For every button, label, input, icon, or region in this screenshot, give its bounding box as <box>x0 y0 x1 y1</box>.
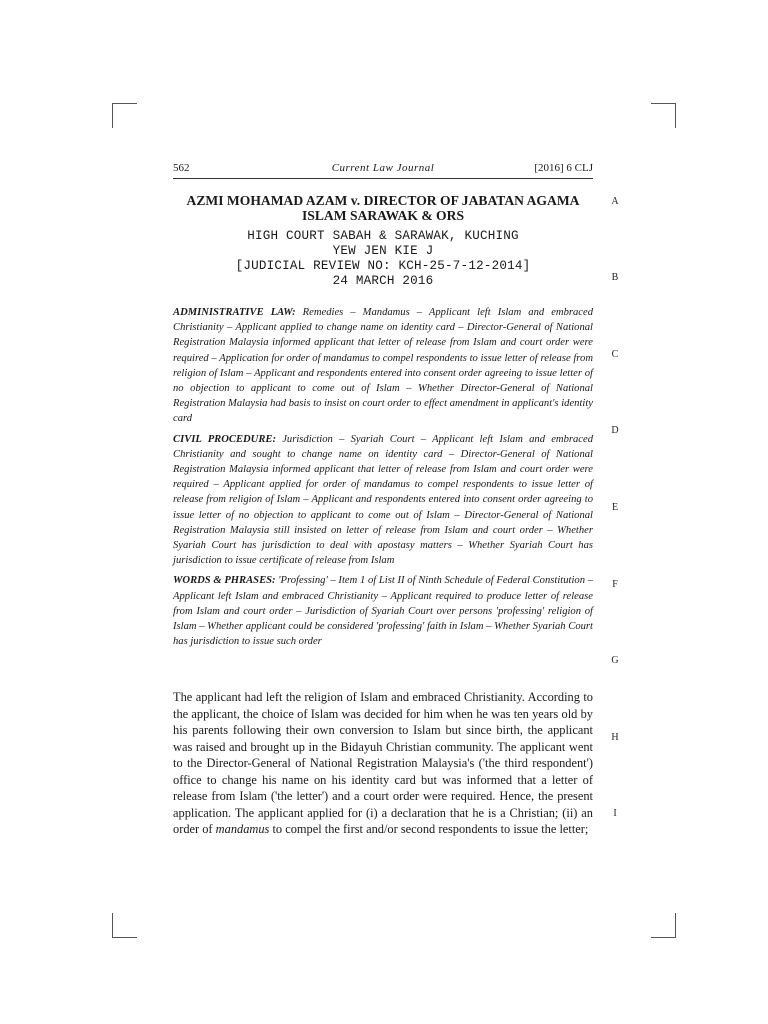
judge-name: YEW JEN KIE J <box>332 244 434 258</box>
margin-letter: E <box>611 502 619 513</box>
margin-letter: C <box>611 349 619 360</box>
margin-letter: A <box>611 196 619 207</box>
crop-mark <box>651 937 676 938</box>
case-title: AZMI MOHAMAD AZAM v. DIRECTOR OF JABATAN AGAMA ISLAM SARAWAK & ORS <box>186 193 580 223</box>
catchword-heading: WORDS & PHRASES: <box>173 575 276 587</box>
judgment-date: 24 MARCH 2016 <box>332 274 434 288</box>
emphasis-mandamus: mandamus <box>215 822 270 836</box>
case-number: [JUDICIAL REVIEW NO: KCH-25-7-12-2014] <box>235 259 531 273</box>
court-name: HIGH COURT SABAH & SARAWAK, KUCHING <box>247 229 519 243</box>
margin-letter: H <box>611 732 619 743</box>
margin-letter: G <box>611 655 619 666</box>
catchword-heading: CIVIL PROCEDURE: <box>173 433 276 445</box>
crop-mark <box>112 913 113 938</box>
journal-name: Current Law Journal <box>331 162 435 174</box>
margin-letter: F <box>612 579 618 590</box>
catchword-heading: ADMINISTRATIVE LAW: <box>173 307 296 318</box>
crop-mark <box>675 913 676 938</box>
running-header <box>173 162 593 179</box>
headnote-paragraph: The applicant had left the religion of Islam and embraced Christianity. According to the applicant, the choice of Islam was decided for him when he was ten years old by his parents following their own conversion to Islam but since birth, the applicant was raised and brought up in the Bidayuh Christian community. The applicant went to the Director-General of National Registration Malaysia's ('the third respondent') office to change his name on his identity card but was informed that a letter of release from Islam ('the letter') and a court order were required. Hence, the present application. The applicant applied for (i) a declaration that he is a Christian; (ii) an order of mandamus to compel the first and/or second respondents to issue the letter; <box>173 690 593 836</box>
catchword-text: 'Professing' – Item 1 of List II of Ninth Schedule of Federal Constitution – Applicant left Islam and embraced Christianity – Applicant required to produce letter of release from Islam and court order – Jurisdiction of Syariah Court over persons 'professing' religion of Islam – Whether applicant could be considered 'professing' faith in Islam – Whether Syariah Court has jurisdiction to issue such order <box>173 575 594 648</box>
margin-letter: D <box>611 425 619 436</box>
citation: [2016] 6 CLJ <box>534 162 593 174</box>
crop-mark <box>651 103 676 104</box>
margin-letter: B <box>611 272 619 283</box>
page-number: 562 <box>173 162 190 174</box>
catchwords <box>173 305 593 654</box>
crop-mark <box>112 103 113 128</box>
catchword-paragraph <box>173 305 593 427</box>
catchword-paragraph <box>173 432 593 569</box>
crop-mark <box>675 103 676 128</box>
margin-letter: I <box>613 808 617 819</box>
crop-mark <box>112 937 137 938</box>
catchword-text: Remedies – Mandamus – Applicant left Islam and embraced Christianity – Applicant applied to change name on identity card – Director-General of National Registration Malaysia informed applicant that letter of release from Islam and court order were required – Application for order of mandamus to compel respondents to issue letter of release from religion of Islam – Applicant and respondents entered into consent order agreeing to issue letter of no objection to applicant to come out of Islam – Whether Director-General of National Registration Malaysia had basis to insist on court order to effect amendment in applicant's identity card <box>173 307 593 425</box>
case-meta <box>173 229 593 289</box>
catchword-text: Jurisdiction – Syariah Court – Applicant left Islam and embraced Christianity and sought to change name on identity card – Director-General of National Registration Malaysia informed applicant that letter of release from Islam and court order were required – Applicant applied for order of mandamus to compel respondents to issue letter of release from religion of Islam – Applicant and respondents entered into consent order agreeing to issue letter of no objection to applicant to come out of Islam – Director-General of National Registration Malaysia still insisted on letter of release from Islam and court order – Whether Syariah Court has jurisdiction to deal with apostasy matters – Whether Syariah Court has jurisdiction to issue certificate of release from Islam <box>173 433 593 567</box>
catchword-paragraph <box>173 573 593 649</box>
headnote <box>173 689 593 838</box>
crop-mark <box>112 103 137 104</box>
